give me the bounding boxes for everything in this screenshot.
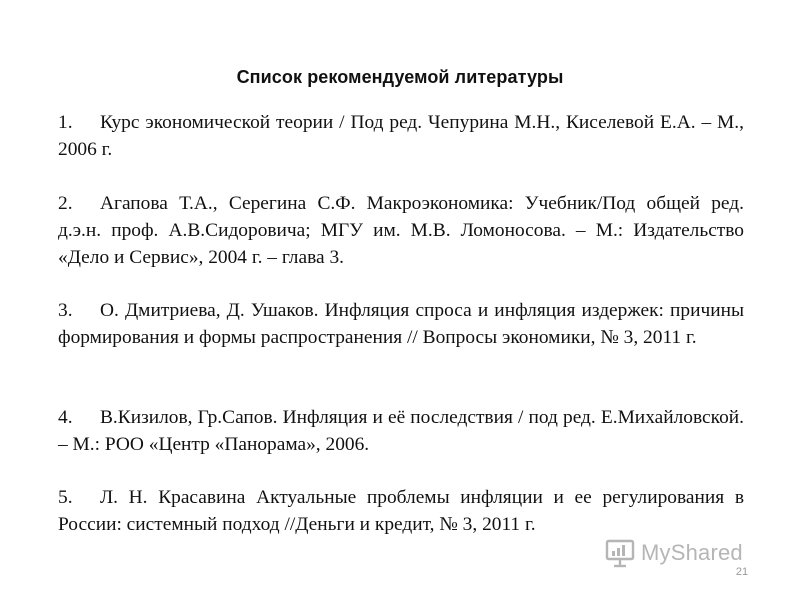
reference-number: 4. <box>58 407 73 428</box>
page-number: 21 <box>735 566 749 578</box>
reference-number: 1. <box>58 112 73 133</box>
reference-text: О. Дмитриева, Д. Ушаков. Инфляция спроса и инфляция издержек: причины формирования и формы распространения // Вопросы экономики, № 3, 2011 г. <box>58 300 744 348</box>
page-title: Список рекомендуемой литературы <box>236 67 564 87</box>
watermark-text: MyShared <box>641 540 743 565</box>
reference-number: 5. <box>58 487 73 508</box>
reference-item <box>58 484 744 538</box>
reference-text: Курс экономической теории / Под ред. Чепурина М.Н., Киселевой Е.А. – М., 2006 г. <box>58 112 744 160</box>
reference-item <box>58 109 744 163</box>
reference-item <box>58 190 744 271</box>
reference-item <box>58 297 744 351</box>
reference-number: 2. <box>58 193 73 214</box>
watermark <box>604 536 743 570</box>
reference-text: Агапова Т.А., Серегина С.Ф. Макроэкономика: Учебник/Под общей ред. д.э.н. проф. А.В.Сидоровича; МГУ им. М.В. Ломоносова. – М.: Издательство «Дело и Сервис», 2004 г. – глава 3. <box>58 193 744 268</box>
reference-number: 3. <box>58 300 73 321</box>
reference-text: Л. Н. Красавина Актуальные проблемы инфляции и ее регулирования в России: системный подход //Деньги и кредит, № 3, 2011 г. <box>58 487 744 535</box>
reference-text: В.Кизилов, Гр.Сапов. Инфляция и её последствия / под ред. Е.Михайловской. – М.: РОО «Центр «Панорама», 2006. <box>58 407 744 455</box>
presentation-board-icon <box>604 537 636 569</box>
reference-item <box>58 404 744 458</box>
